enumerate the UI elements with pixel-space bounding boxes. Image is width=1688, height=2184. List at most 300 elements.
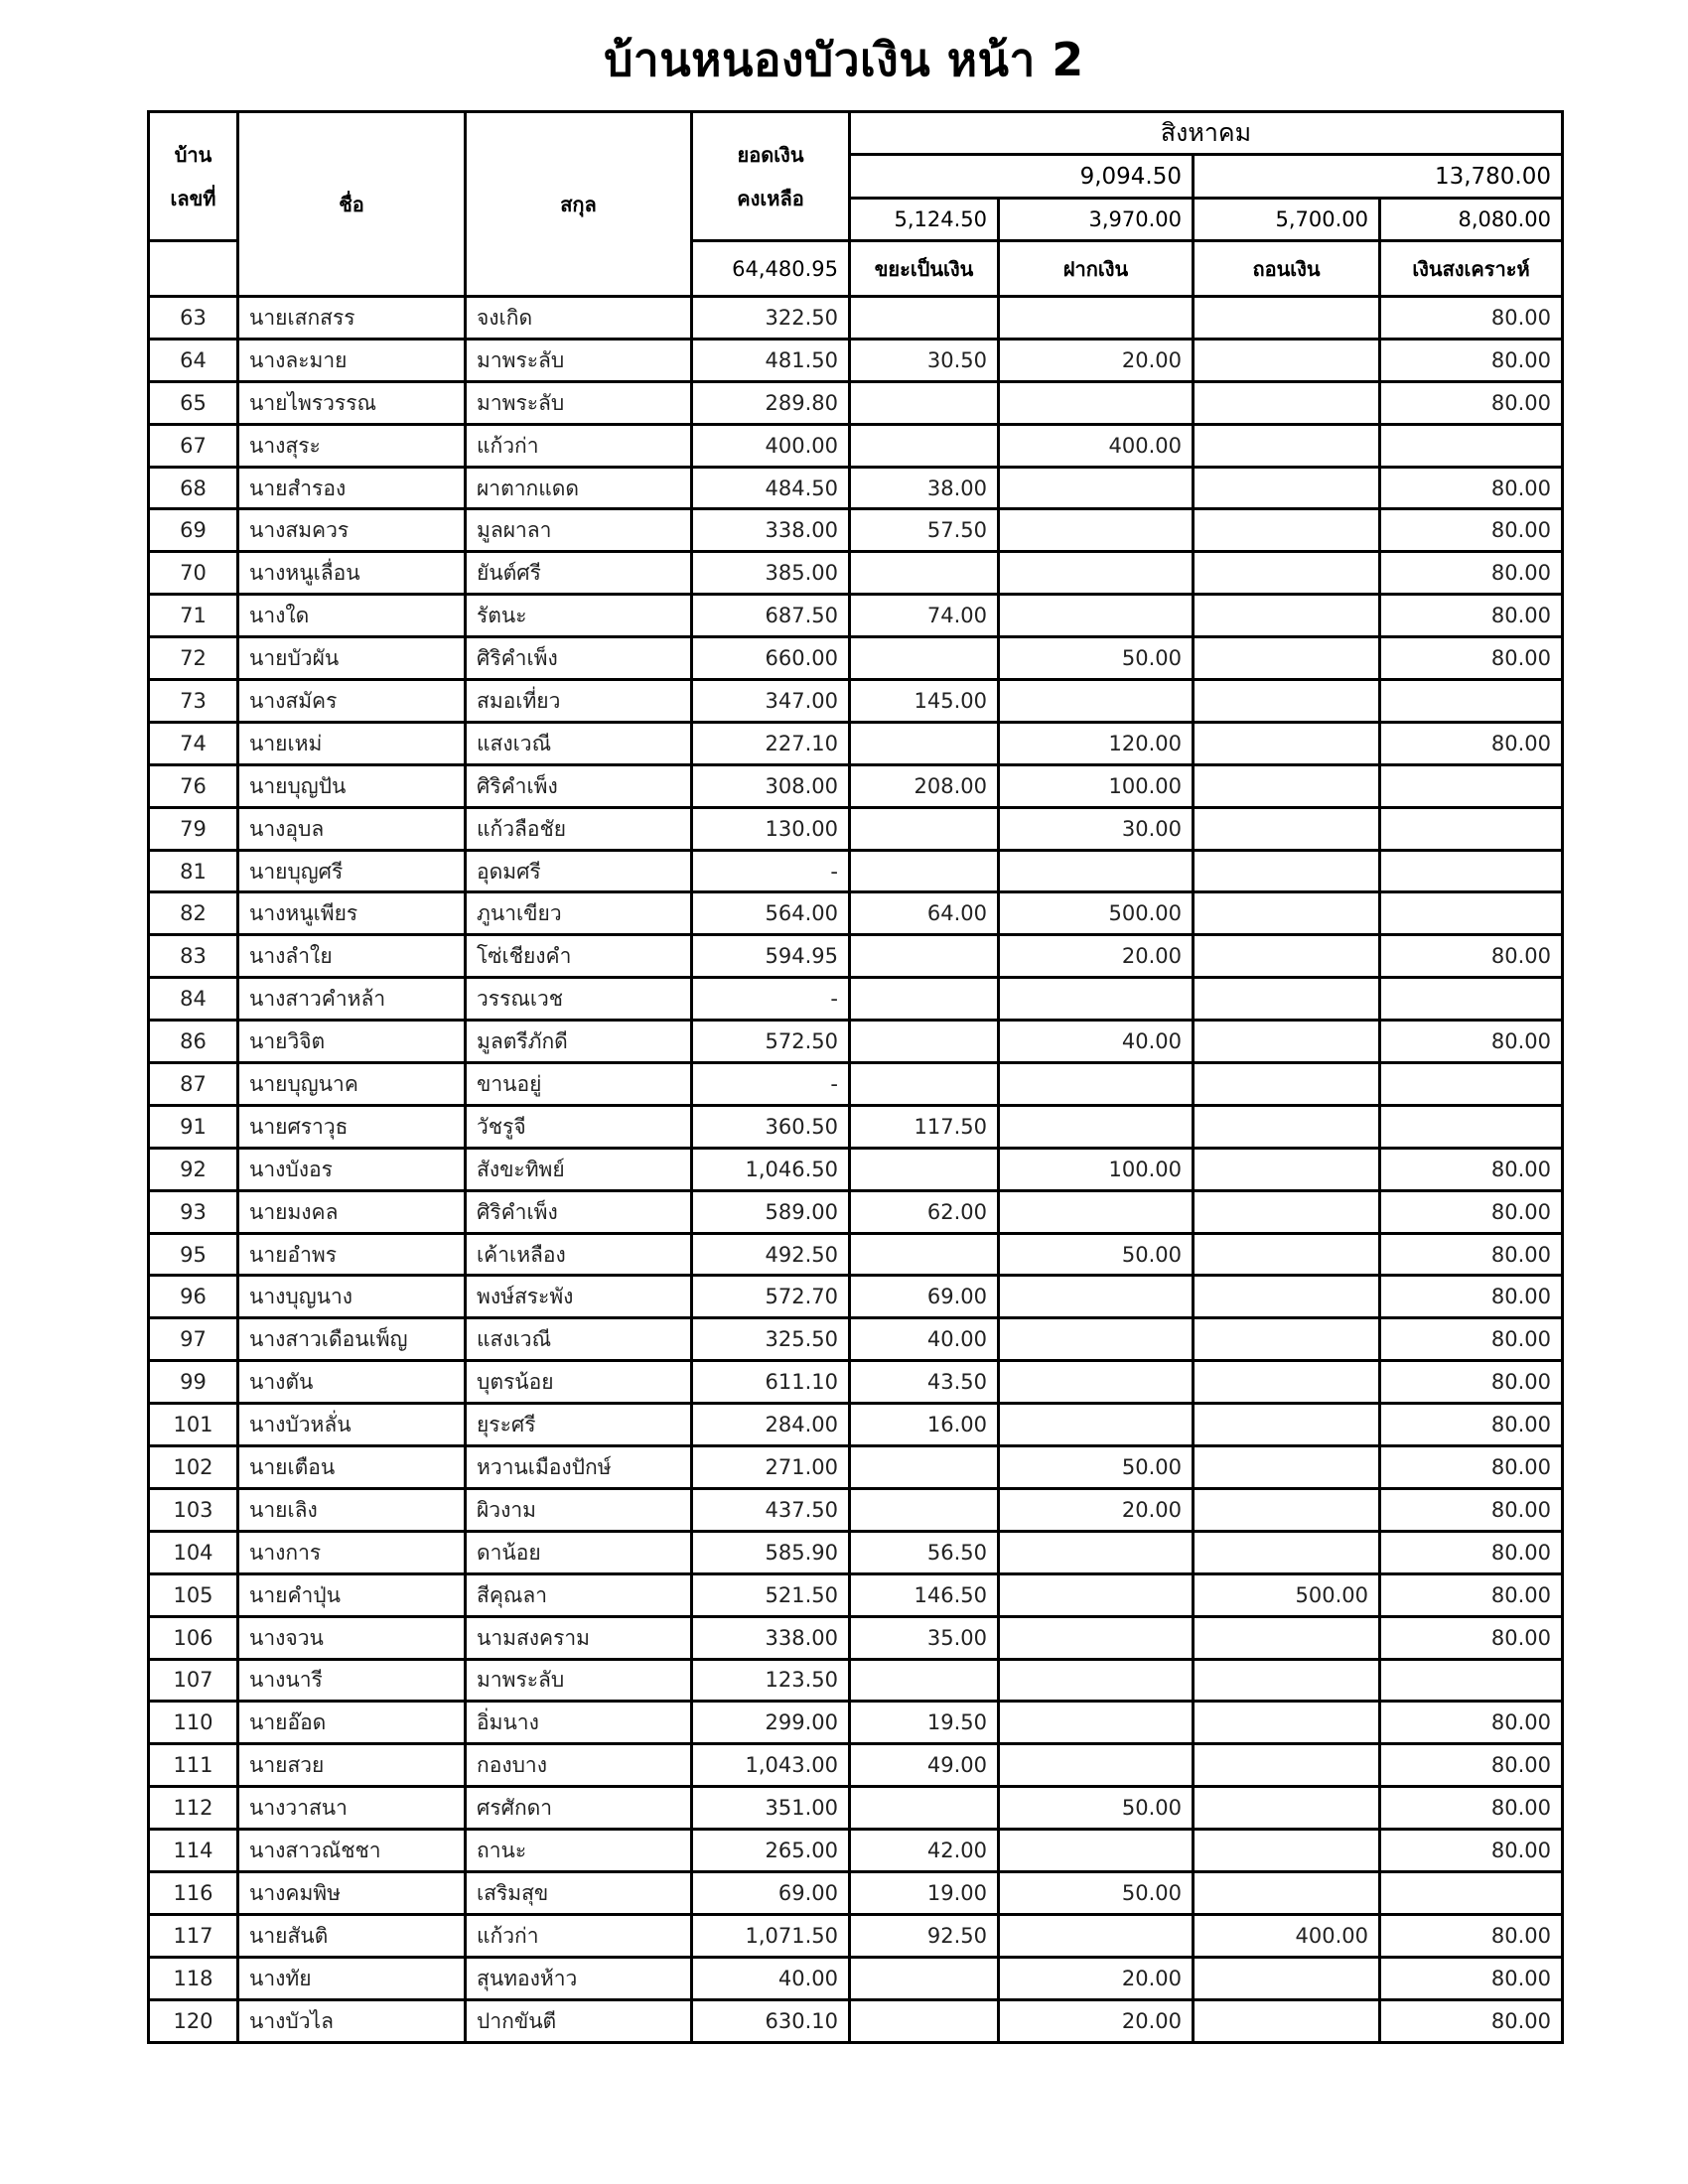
cell-deposit: [999, 1318, 1194, 1361]
cell-name: นายสำรอง: [238, 467, 466, 509]
cell-withdraw: [1194, 1361, 1380, 1404]
cell-name: นายเสกสรร: [238, 297, 466, 340]
cell-waste: [850, 1021, 999, 1063]
cell-balance: 338.00: [692, 1616, 850, 1659]
cell-name: นางหนูเลื่อน: [238, 552, 466, 595]
cell-waste: 19.50: [850, 1702, 999, 1744]
header-house-no-blank: [149, 241, 238, 297]
cell-deposit: 50.00: [999, 637, 1194, 680]
cell-name: นายวิจิต: [238, 1021, 466, 1063]
cell-surname: วรรณเวช: [466, 978, 692, 1021]
cell-deposit: [999, 1573, 1194, 1616]
cell-deposit: [999, 1063, 1194, 1106]
cell-waste: [850, 1488, 999, 1531]
cell-withdraw: [1194, 1318, 1380, 1361]
cell-balance: 299.00: [692, 1702, 850, 1744]
cell-surname: ผิวงาม: [466, 1488, 692, 1531]
cell-waste: 38.00: [850, 467, 999, 509]
header-surname: สกุล: [466, 112, 692, 297]
table-row: [149, 1021, 1563, 1063]
cell-welfare: [1380, 764, 1563, 807]
cell-house-no: 114: [149, 1830, 238, 1872]
cell-withdraw: [1194, 1787, 1380, 1830]
cell-welfare: 80.00: [1380, 1914, 1563, 1957]
cell-waste: [850, 424, 999, 467]
cell-surname: ปากขันตี: [466, 1999, 692, 2042]
cell-welfare: 80.00: [1380, 1531, 1563, 1573]
cell-welfare: [1380, 1659, 1563, 1702]
cell-surname: บุตรน้อย: [466, 1361, 692, 1404]
cell-welfare: 80.00: [1380, 637, 1563, 680]
table-row: [149, 807, 1563, 850]
cell-withdraw: [1194, 850, 1380, 892]
cell-surname: สุนทองห้าว: [466, 1957, 692, 1999]
cell-deposit: [999, 1914, 1194, 1957]
table-row: [149, 1488, 1563, 1531]
cell-welfare: 80.00: [1380, 935, 1563, 978]
header-balance-line2: คงเหลือ: [737, 186, 804, 210]
cell-surname: นามสงคราม: [466, 1616, 692, 1659]
cell-withdraw: [1194, 1233, 1380, 1276]
cell-withdraw: [1194, 1276, 1380, 1318]
cell-balance: 289.80: [692, 381, 850, 424]
cell-surname: ศิริคำเพ็ง: [466, 764, 692, 807]
cell-balance: 1,043.00: [692, 1744, 850, 1787]
cell-house-no: 76: [149, 764, 238, 807]
cell-deposit: 100.00: [999, 764, 1194, 807]
cell-welfare: 80.00: [1380, 1787, 1563, 1830]
cell-waste: 56.50: [850, 1531, 999, 1573]
cell-house-no: 110: [149, 1702, 238, 1744]
cell-house-no: 64: [149, 339, 238, 381]
cell-withdraw: [1194, 1190, 1380, 1233]
cell-waste: [850, 1999, 999, 2042]
cell-name: นางคมพิษ: [238, 1871, 466, 1914]
cell-welfare: 80.00: [1380, 1361, 1563, 1404]
cell-welfare: 80.00: [1380, 1233, 1563, 1276]
header-house-no-line1: บ้าน: [174, 142, 212, 167]
cell-house-no: 68: [149, 467, 238, 509]
table-row: [149, 381, 1563, 424]
cell-balance: 69.00: [692, 1871, 850, 1914]
table-row: [149, 1063, 1563, 1106]
cell-welfare: 80.00: [1380, 1276, 1563, 1318]
cell-surname: แก้วก่า: [466, 1914, 692, 1957]
cell-name: นางสุระ: [238, 424, 466, 467]
cell-name: นายบัวผัน: [238, 637, 466, 680]
cell-balance: 484.50: [692, 467, 850, 509]
cell-waste: [850, 1233, 999, 1276]
cell-name: นางละมาย: [238, 339, 466, 381]
cell-deposit: [999, 978, 1194, 1021]
cell-withdraw: [1194, 1063, 1380, 1106]
cell-house-no: 65: [149, 381, 238, 424]
cell-balance: 687.50: [692, 595, 850, 637]
cell-house-no: 97: [149, 1318, 238, 1361]
table-row: [149, 1787, 1563, 1830]
page-title: บ้านหนองบัวเงิน หน้า 2: [604, 33, 1084, 86]
cell-surname: ผาตากแดด: [466, 467, 692, 509]
table-row: [149, 1914, 1563, 1957]
cell-balance: 322.50: [692, 297, 850, 340]
table-row: [149, 1105, 1563, 1148]
column-total-welfare: 8,080.00: [1380, 199, 1563, 241]
cell-house-no: 116: [149, 1871, 238, 1914]
cell-surname: ยันต์ศรี: [466, 552, 692, 595]
cell-deposit: [999, 595, 1194, 637]
header-house-no: [149, 112, 238, 241]
column-total-withdraw: 5,700.00: [1194, 199, 1380, 241]
cell-name: นางวาสนา: [238, 1787, 466, 1830]
cell-surname: ศิริคำเพ็ง: [466, 637, 692, 680]
header-name: ชื่อ: [238, 112, 466, 297]
cell-withdraw: [1194, 1830, 1380, 1872]
cell-waste: 146.50: [850, 1573, 999, 1616]
cell-withdraw: [1194, 1957, 1380, 1999]
cell-balance: 284.00: [692, 1404, 850, 1446]
table-row: [149, 1573, 1563, 1616]
cell-name: นางใด: [238, 595, 466, 637]
cell-welfare: [1380, 1105, 1563, 1148]
cell-house-no: 106: [149, 1616, 238, 1659]
cell-deposit: 50.00: [999, 1871, 1194, 1914]
cell-surname: กองบาง: [466, 1744, 692, 1787]
cell-name: นายเหม่: [238, 722, 466, 764]
cell-waste: [850, 1957, 999, 1999]
cell-waste: 69.00: [850, 1276, 999, 1318]
cell-waste: 64.00: [850, 892, 999, 935]
cell-balance: 594.95: [692, 935, 850, 978]
cell-welfare: 80.00: [1380, 1702, 1563, 1744]
cell-deposit: [999, 850, 1194, 892]
cell-welfare: [1380, 892, 1563, 935]
cell-balance: 385.00: [692, 552, 850, 595]
cell-name: นายไพรวรรณ: [238, 381, 466, 424]
cell-waste: 43.50: [850, 1361, 999, 1404]
cell-balance: 572.70: [692, 1276, 850, 1318]
cell-surname: ภูนาเขียว: [466, 892, 692, 935]
cell-deposit: 30.00: [999, 807, 1194, 850]
cell-waste: 19.00: [850, 1871, 999, 1914]
cell-welfare: 80.00: [1380, 1446, 1563, 1489]
cell-waste: [850, 637, 999, 680]
cell-surname: พงษ์สระพัง: [466, 1276, 692, 1318]
cell-withdraw: [1194, 1871, 1380, 1914]
cell-withdraw: [1194, 935, 1380, 978]
cell-deposit: 50.00: [999, 1446, 1194, 1489]
cell-balance: 360.50: [692, 1105, 850, 1148]
cell-house-no: 74: [149, 722, 238, 764]
table-row: [149, 1616, 1563, 1659]
cell-deposit: [999, 509, 1194, 552]
cell-withdraw: [1194, 1021, 1380, 1063]
header-welfare: เงินสงเคราะห์: [1380, 241, 1563, 297]
cell-welfare: 80.00: [1380, 595, 1563, 637]
table-row: [149, 1871, 1563, 1914]
cell-balance: 130.00: [692, 807, 850, 850]
cell-house-no: 84: [149, 978, 238, 1021]
cell-balance: 347.00: [692, 680, 850, 723]
cell-withdraw: [1194, 1616, 1380, 1659]
cell-withdraw: [1194, 1404, 1380, 1446]
cell-welfare: [1380, 1063, 1563, 1106]
cell-withdraw: 400.00: [1194, 1914, 1380, 1957]
cell-name: นางบังอร: [238, 1148, 466, 1190]
cell-withdraw: [1194, 1531, 1380, 1573]
cell-balance: 521.50: [692, 1573, 850, 1616]
cell-waste: [850, 1446, 999, 1489]
table-row: [149, 1233, 1563, 1276]
cell-name: นางอุบล: [238, 807, 466, 850]
cell-welfare: 80.00: [1380, 1318, 1563, 1361]
cell-welfare: 80.00: [1380, 1021, 1563, 1063]
cell-name: นายอำพร: [238, 1233, 466, 1276]
table-row: [149, 1404, 1563, 1446]
column-total-waste: 5,124.50: [850, 199, 999, 241]
cell-withdraw: [1194, 552, 1380, 595]
cell-withdraw: 500.00: [1194, 1573, 1380, 1616]
cell-welfare: 80.00: [1380, 1148, 1563, 1190]
cell-waste: [850, 1063, 999, 1106]
cell-surname: ศิริคำเพ็ง: [466, 1190, 692, 1233]
cell-house-no: 102: [149, 1446, 238, 1489]
cell-waste: [850, 381, 999, 424]
cell-welfare: 80.00: [1380, 1190, 1563, 1233]
cell-welfare: 80.00: [1380, 467, 1563, 509]
cell-deposit: 500.00: [999, 892, 1194, 935]
cell-name: นางหนูเพียร: [238, 892, 466, 935]
cell-waste: 92.50: [850, 1914, 999, 1957]
cell-withdraw: [1194, 339, 1380, 381]
cell-balance: -: [692, 850, 850, 892]
cell-withdraw: [1194, 1446, 1380, 1489]
cell-welfare: 80.00: [1380, 552, 1563, 595]
cell-house-no: 87: [149, 1063, 238, 1106]
cell-house-no: 86: [149, 1021, 238, 1063]
table-row: [149, 1361, 1563, 1404]
table-row: [149, 1659, 1563, 1702]
cell-deposit: [999, 1531, 1194, 1573]
cell-withdraw: [1194, 509, 1380, 552]
cell-surname: สมอเที่ยว: [466, 680, 692, 723]
cell-welfare: [1380, 807, 1563, 850]
cell-surname: เค้าเหลือง: [466, 1233, 692, 1276]
table-row: [149, 467, 1563, 509]
cell-withdraw: [1194, 1148, 1380, 1190]
header-waste: ขยะเป็นเงิน: [850, 241, 999, 297]
cell-withdraw: [1194, 637, 1380, 680]
cell-waste: 42.00: [850, 1830, 999, 1872]
cell-waste: [850, 552, 999, 595]
cell-house-no: 99: [149, 1361, 238, 1404]
cell-surname: อิ่มนาง: [466, 1702, 692, 1744]
cell-house-no: 105: [149, 1573, 238, 1616]
cell-waste: 30.50: [850, 339, 999, 381]
cell-withdraw: [1194, 978, 1380, 1021]
cell-name: นางบัวหลั่น: [238, 1404, 466, 1446]
cell-waste: 57.50: [850, 509, 999, 552]
cell-deposit: 20.00: [999, 1488, 1194, 1531]
header-deposit: ฝากเงิน: [999, 241, 1194, 297]
group-total-2: 13,780.00: [1194, 155, 1563, 199]
cell-balance: 564.00: [692, 892, 850, 935]
cell-withdraw: [1194, 680, 1380, 723]
table-row: [149, 850, 1563, 892]
cell-balance: 265.00: [692, 1830, 850, 1872]
table-body: [149, 297, 1563, 2043]
cell-name: นางลำใย: [238, 935, 466, 978]
cell-welfare: 80.00: [1380, 1404, 1563, 1446]
cell-waste: [850, 850, 999, 892]
cell-waste: [850, 297, 999, 340]
cell-surname: แก้วก่า: [466, 424, 692, 467]
cell-house-no: 63: [149, 297, 238, 340]
cell-surname: โซ่เชียงคำ: [466, 935, 692, 978]
cell-deposit: [999, 1702, 1194, 1744]
cell-deposit: [999, 467, 1194, 509]
cell-name: นายคำปุ่น: [238, 1573, 466, 1616]
cell-waste: 62.00: [850, 1190, 999, 1233]
cell-welfare: 80.00: [1380, 381, 1563, 424]
cell-balance: 351.00: [692, 1787, 850, 1830]
table-row: [149, 1999, 1563, 2042]
cell-deposit: [999, 1404, 1194, 1446]
cell-surname: รัตนะ: [466, 595, 692, 637]
cell-withdraw: [1194, 1659, 1380, 1702]
table-row: [149, 1702, 1563, 1744]
table-header: [149, 112, 1563, 297]
cell-name: นางบุญนาง: [238, 1276, 466, 1318]
cell-deposit: 400.00: [999, 424, 1194, 467]
cell-withdraw: [1194, 297, 1380, 340]
cell-withdraw: [1194, 807, 1380, 850]
cell-surname: วัชรูจี: [466, 1105, 692, 1148]
cell-deposit: [999, 1659, 1194, 1702]
cell-house-no: 101: [149, 1404, 238, 1446]
cell-welfare: 80.00: [1380, 297, 1563, 340]
cell-welfare: 80.00: [1380, 1573, 1563, 1616]
cell-withdraw: [1194, 1105, 1380, 1148]
table-row: [149, 1446, 1563, 1489]
cell-surname: ถานะ: [466, 1830, 692, 1872]
cell-deposit: [999, 552, 1194, 595]
cell-welfare: 80.00: [1380, 1744, 1563, 1787]
cell-waste: [850, 1659, 999, 1702]
cell-surname: มูลตรีภักดี: [466, 1021, 692, 1063]
cell-withdraw: [1194, 467, 1380, 509]
cell-name: นายสวย: [238, 1744, 466, 1787]
table-row: [149, 424, 1563, 467]
cell-name: นางทัย: [238, 1957, 466, 1999]
cell-balance: 40.00: [692, 1957, 850, 1999]
cell-house-no: 67: [149, 424, 238, 467]
savings-ledger-table: [147, 110, 1564, 2044]
cell-deposit: [999, 1276, 1194, 1318]
table-row: [149, 764, 1563, 807]
cell-welfare: [1380, 978, 1563, 1021]
cell-house-no: 111: [149, 1744, 238, 1787]
table-row: [149, 637, 1563, 680]
cell-withdraw: [1194, 424, 1380, 467]
cell-deposit: [999, 1616, 1194, 1659]
cell-withdraw: [1194, 722, 1380, 764]
cell-house-no: 103: [149, 1488, 238, 1531]
cell-surname: แก้วลือชัย: [466, 807, 692, 850]
table-row: [149, 1531, 1563, 1573]
cell-deposit: 100.00: [999, 1148, 1194, 1190]
cell-balance: 308.00: [692, 764, 850, 807]
cell-withdraw: [1194, 892, 1380, 935]
cell-house-no: 117: [149, 1914, 238, 1957]
cell-house-no: 73: [149, 680, 238, 723]
cell-balance: -: [692, 978, 850, 1021]
cell-house-no: 112: [149, 1787, 238, 1830]
cell-welfare: 80.00: [1380, 1999, 1563, 2042]
cell-waste: [850, 1787, 999, 1830]
cell-house-no: 91: [149, 1105, 238, 1148]
cell-balance: 589.00: [692, 1190, 850, 1233]
column-total-deposit: 3,970.00: [999, 199, 1194, 241]
table-row: [149, 1148, 1563, 1190]
cell-name: นายเลิง: [238, 1488, 466, 1531]
header-balance: [692, 112, 850, 241]
table-row: [149, 680, 1563, 723]
cell-name: นายบุญนาค: [238, 1063, 466, 1106]
cell-surname: ศรศักดา: [466, 1787, 692, 1830]
cell-deposit: [999, 1744, 1194, 1787]
cell-surname: มูลผาลา: [466, 509, 692, 552]
table-row: [149, 1830, 1563, 1872]
cell-name: นางสมควร: [238, 509, 466, 552]
cell-name: นายบุญศรี: [238, 850, 466, 892]
cell-balance: 660.00: [692, 637, 850, 680]
cell-welfare: [1380, 1871, 1563, 1914]
cell-balance: 1,071.50: [692, 1914, 850, 1957]
table-row: [149, 297, 1563, 340]
cell-balance: 338.00: [692, 509, 850, 552]
table-row: [149, 1744, 1563, 1787]
cell-deposit: 20.00: [999, 935, 1194, 978]
cell-surname: มาพระลับ: [466, 339, 692, 381]
cell-waste: 16.00: [850, 1404, 999, 1446]
cell-deposit: [999, 297, 1194, 340]
cell-welfare: 80.00: [1380, 1616, 1563, 1659]
cell-house-no: 72: [149, 637, 238, 680]
cell-waste: 117.50: [850, 1105, 999, 1148]
cell-name: นางสาวณัชชา: [238, 1830, 466, 1872]
cell-surname: ดาน้อย: [466, 1531, 692, 1573]
cell-balance: 437.50: [692, 1488, 850, 1531]
cell-welfare: 80.00: [1380, 1488, 1563, 1531]
cell-balance: 611.10: [692, 1361, 850, 1404]
cell-deposit: 20.00: [999, 339, 1194, 381]
cell-surname: แสงเวณี: [466, 722, 692, 764]
cell-welfare: 80.00: [1380, 1957, 1563, 1999]
cell-balance: 492.50: [692, 1233, 850, 1276]
cell-house-no: 82: [149, 892, 238, 935]
cell-deposit: [999, 1105, 1194, 1148]
cell-house-no: 70: [149, 552, 238, 595]
header-month: สิงหาคม: [850, 112, 1563, 155]
cell-deposit: [999, 680, 1194, 723]
cell-deposit: 20.00: [999, 1957, 1194, 1999]
cell-waste: 35.00: [850, 1616, 999, 1659]
cell-deposit: [999, 1830, 1194, 1872]
cell-balance: 325.50: [692, 1318, 850, 1361]
cell-waste: [850, 935, 999, 978]
cell-welfare: 80.00: [1380, 722, 1563, 764]
cell-surname: เสริมสุข: [466, 1871, 692, 1914]
